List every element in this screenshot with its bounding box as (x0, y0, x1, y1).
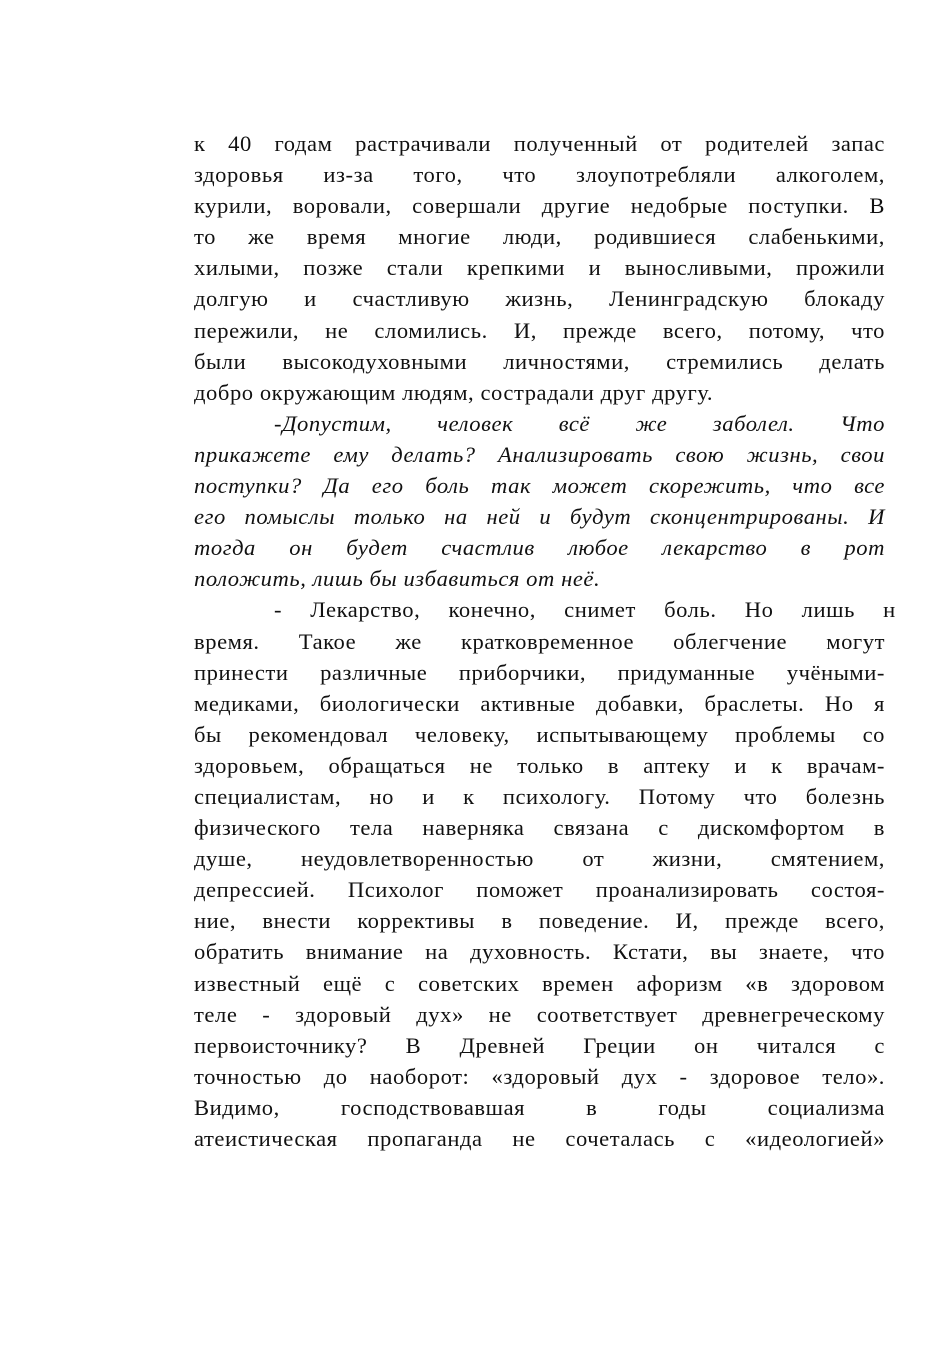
text-line: здоровьем, обращаться не только в аптеку и к врачам- (194, 752, 885, 778)
paragraph-3-answer (194, 594, 896, 1154)
text-line: принести различные приборчики, придуманные учёными- (194, 659, 885, 685)
text-line: медиками, биологически активные добавки, браслеты. Но я (194, 690, 885, 716)
text-line: положить, лишь бы избавиться от неё. (194, 566, 601, 592)
text-line: атеистическая пропаганда не сочеталась с «идеологией» (194, 1126, 885, 1151)
text-line: долгую и счастливую жизнь, Ленинградскую блокаду (194, 286, 885, 312)
text-line: -Допустим, человек всё же заболел. Что (274, 410, 885, 436)
text-line: Видимо, господствовавшая в годы социализма (194, 1094, 885, 1120)
text-line-overflow: - Лекарство, конечно, снимет боль. Но лишь н (274, 597, 896, 623)
paragraph-1 (194, 128, 885, 408)
text-line: бы рекомендовал человеку, испытывающему проблемы со (194, 721, 885, 747)
text-line: то же время многие люди, родившиеся слабенькими, (194, 224, 885, 250)
text-line: хилыми, позже стали крепкими и выносливыми, прожили (194, 255, 885, 281)
text-line: прикажете ему делать? Анализировать свою жизнь, свои (194, 441, 885, 467)
text-line: теле - здоровый дух» не соответствует древнегреческому (194, 1001, 885, 1027)
text-line: добро окружающим людям, сострадали друг другу. (194, 379, 714, 405)
text-line: физического тела наверняка связана с дискомфортом в (194, 815, 885, 841)
text-line: его помыслы только на ней и будут сконцентрированы. И (194, 504, 885, 530)
text-line: курили, воровали, совершали другие недобрые поступки. В (194, 193, 885, 219)
text-line: поступки? Да его боль так может скорежить, что все (194, 473, 885, 499)
text-line: первоисточнику? В Древней Греции он читался с (194, 1032, 885, 1058)
paragraph-2-italic-question (194, 408, 885, 595)
text-line: тогда он будет счастлив любое лекарство в рот (194, 535, 885, 561)
text-line: пережили, не сломились. И, прежде всего, потому, что (194, 317, 885, 343)
text-line: специалистам, но и к психологу. Потому что болезнь (194, 783, 885, 809)
text-line: время. Такое же кратковременное облегчение могут (194, 628, 885, 654)
text-line: к 40 годам растрачивали полученный от родителей запас (194, 131, 885, 156)
text-line: точностью до наоборот: «здоровый дух - здоровое тело». (194, 1063, 885, 1089)
text-line: душе, неудовлетворенностью от жизни, смятением, (194, 846, 885, 872)
text-line: были высокодуховными личностями, стремились делать (194, 348, 885, 374)
text-line: известный ещё с советских времен афоризм «в здоровом (194, 970, 885, 996)
text-line: ние, внести коррективы в поведение. И, прежде всего, (194, 908, 885, 934)
text-line: депрессией. Психолог поможет проанализировать состоя- (194, 877, 885, 903)
body-text (194, 128, 896, 1154)
text-line: здоровья из-за того, что злоупотребляли алкоголем, (194, 162, 885, 188)
text-line: обратить внимание на духовность. Кстати, вы знаете, что (194, 939, 885, 965)
